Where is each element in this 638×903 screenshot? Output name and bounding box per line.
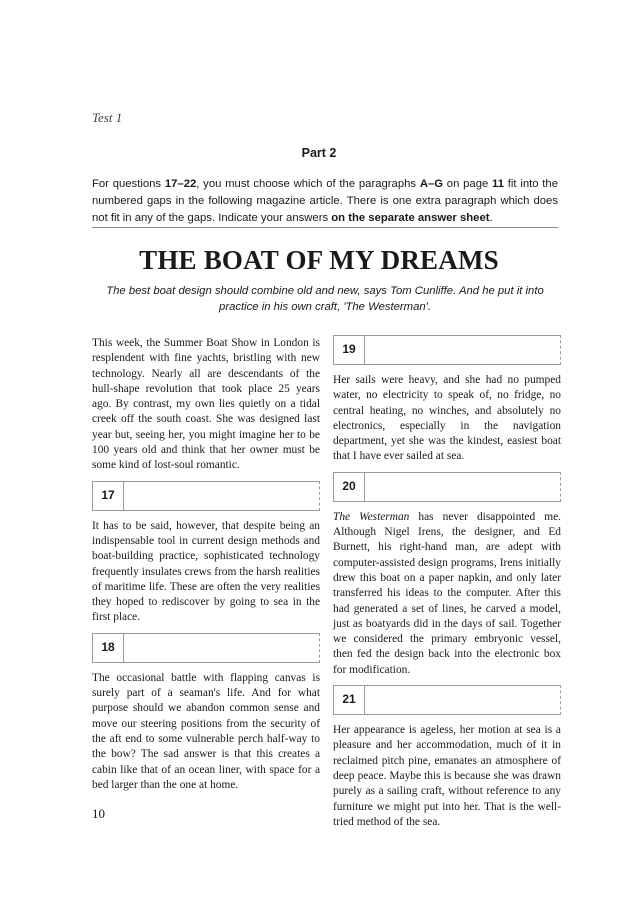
gap-number: 20 — [334, 473, 365, 501]
article-column-right — [333, 335, 561, 830]
article-title: THE BOAT OF MY DREAMS — [139, 245, 499, 275]
page-header: Test 1 — [92, 110, 123, 125]
gap-number: 19 — [334, 336, 365, 364]
section-divider — [92, 227, 558, 228]
boat-name: The Westerman — [333, 510, 410, 523]
gap-number: 21 — [334, 686, 365, 714]
gap-18-box[interactable] — [92, 633, 320, 663]
article-paragraph: This week, the Summer Boat Show in London is resplendent with fine yachts, bristling with new technology. Nearly all are descendants of the hull-shape revolution that took place 25 years ago. By contrast, my own lies quietly on a tidal creek off the south coast. She was designed last year but, seeing her, you might imagine her to be 100 years old and think that her owner must be some kind of lost-soul romantic. — [92, 337, 320, 472]
answer-sheet-emphasis: on the separate answer sheet — [331, 212, 490, 224]
article-paragraph: The Westerman has never disappointed me. Although Nigel Irens, the designer, and Ed Burnett, his right-hand man, are adept with computer-assisted design programs, Irens initially drew this boat on a paper napkin, and only later transferred his ideas to the computer. After this had generated a set of lines, he carved a model, just as boatyards did in the days of sail. Together we considered the primary embryonic vessel, then fed the design back into the electronic box for modification. — [333, 510, 561, 676]
question-range: 17–22 — [164, 178, 197, 190]
gap-19-box[interactable] — [333, 335, 561, 365]
article-column-left — [92, 336, 320, 793]
page-number: 10 — [92, 806, 105, 821]
page-reference: 11 — [492, 178, 504, 190]
gap-number: 18 — [93, 634, 124, 662]
part-heading: Part 2 — [301, 146, 337, 160]
article-paragraph: Her appearance is ageless, her motion at sea is a pleasure and her accommodation, much of it in reclaimed pitch pine, emanates an atmosphere of deep peace. Maybe this is because she was drawn purely as a sailing craft, without reference to any furniture we might put into her. That is the well-tried method of the sea. — [333, 724, 561, 828]
gap-21-box[interactable] — [333, 685, 561, 715]
article-paragraph: It has to be said, however, that despite being an indispensable tool in current design methods and boat-building practice, sophisticated technology frequently insulates crews from the harsh realities of maritime life. These are often the very realities they hoped to rediscover by going to sea in the first place. — [92, 519, 320, 624]
gap-20-box[interactable] — [333, 472, 561, 502]
gap-17-box[interactable] — [92, 481, 320, 511]
article-subtitle: The best boat design should combine old and new, says Tom Cunliffe. And he put it into practice in his own craft, 'The Westerman'. — [106, 285, 544, 313]
article-paragraph: Her sails were heavy, and she had no pumped water, no electricity to speak of, no fridge, no central heating, no winches, and absolutely no electronics, especially in the navigation department, yet she was the kindest, easiest boat that I have ever sailed at sea. — [333, 374, 561, 463]
gap-number: 17 — [93, 482, 124, 510]
paragraph-range: A–G — [419, 178, 444, 190]
article-paragraph: The occasional battle with flapping canvas is surely part of a seaman's life. And for what purpose should we abandon common sense and move our steering positions from the security of the aft end to some vulnerable perch half-way to the bow? The sad answer is that this creates a cabin like that of an ocean liner, with space for a bed larger than the one at home. — [92, 671, 320, 791]
task-instructions: For questions 17–22, you must choose which of the paragraphs A–G on page 11 fit into the numbered gaps in the following magazine article. There is one extra paragraph which does not fit in any of the gaps. Indicate your answers on the separate answer sheet. — [92, 178, 558, 224]
